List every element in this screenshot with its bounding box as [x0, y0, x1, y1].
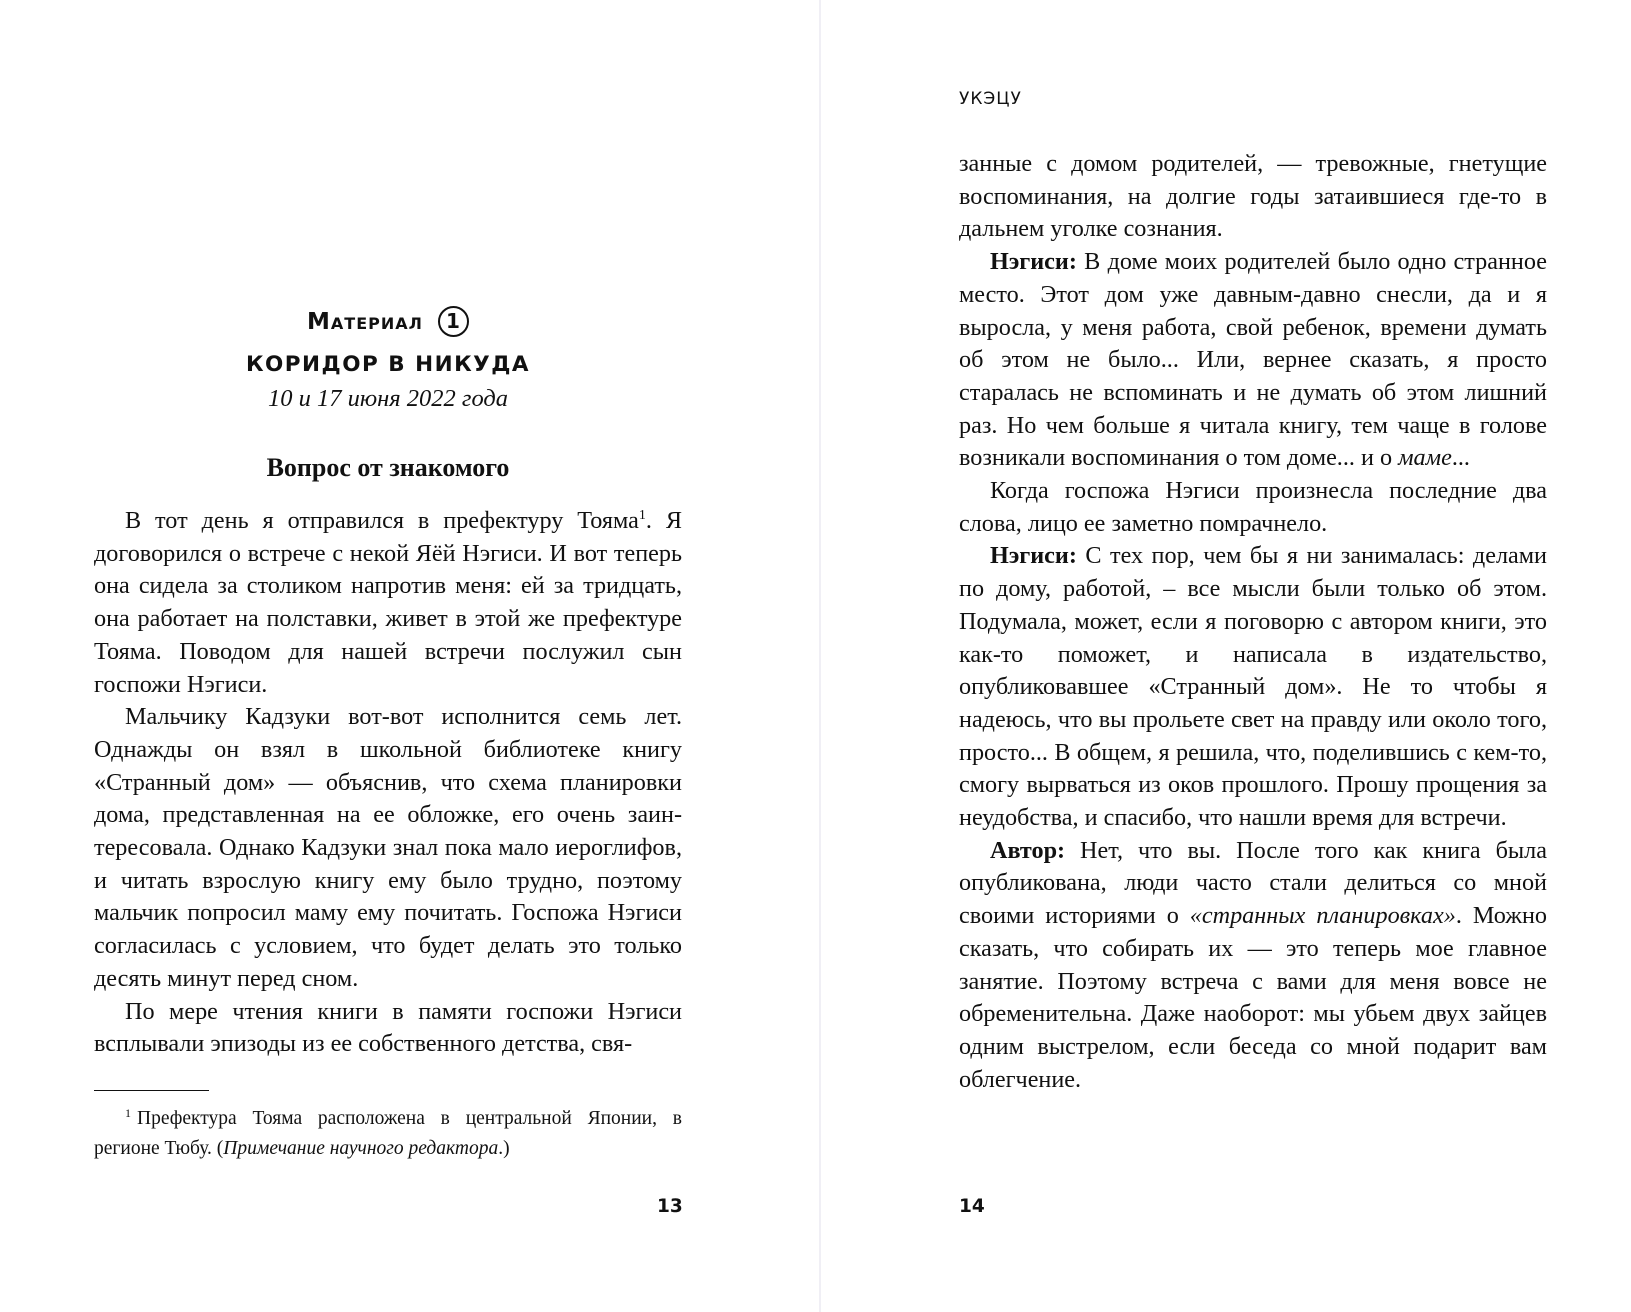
right-body-text: [959, 148, 1547, 1096]
dialogue-paragraph: [959, 835, 1547, 1097]
paragraph: занные с домом родителей, — тревожные, гнетущие воспоминания, на долгие годы затаившиеся где-то в дальнем уголке сознания.: [959, 150, 1547, 243]
paragraph: Когда госпожа Нэгиси произнесла последние два слова, лицо ее заметно помрачнело.: [959, 477, 1547, 537]
paragraph-text: В тот день я отправился в префектуру Тояма: [125, 507, 639, 534]
footnote-editor-note: Примечание научного редактора: [223, 1138, 499, 1159]
chapter-date: 10 и 17 июня 2022 года: [267, 385, 509, 412]
left-body-text: [94, 505, 682, 1061]
chapter-number-circle: 1: [438, 306, 469, 337]
paragraph-text: В доме моих родителей было одно странное место. Этот дом уже давным-давно снесли, да и я выросла, у меня работа, свой ребенок, времени думать об этом не было... Или, вернее сказать, я просто старалась не вспоминать и не думать об этом лишний раз. Но чем больше я читала книгу, тем чаще в голове возникали воспоминания о том доме... и о: [959, 248, 1547, 472]
chapter-heading: [94, 304, 682, 486]
page-number: 13: [657, 1196, 683, 1217]
speaker-label: Автор:: [990, 836, 1066, 864]
footnote-reference[interactable]: 1: [638, 508, 646, 523]
paragraph: По мере чтения книги в памяти госпожи Нэгиси всплывали эпизоды из ее собственного детства, свя-: [94, 997, 682, 1058]
chapter-title: КОРИДОР В НИКУДА: [245, 352, 531, 377]
emphasis-text: «странных планировках»: [1189, 902, 1456, 930]
paragraph-text: Нет, что вы. После того как книга была опубликована, люди часто стали делиться со мной своими историями о: [959, 836, 1547, 930]
paragraph: [94, 505, 682, 701]
paragraph: Мальчику Кадзуки вот-вот исполнится семь лет. Однажды он взял в школьной библиотеке книгу «Странный дом» — объяснив, что схема планировки дома, представленная на ее обложке, его очень заинтересовала. Однако Кадзуки знал пока мало иероглифов, и читать взрослую книгу ему было трудно, поэтому мальчик попросил маму ему почитать. Госпожа Нэгиси согласилась с условием, что будет делать это только десять минут перед сном.: [94, 703, 682, 992]
footnote-text: Префектура Тояма расположена в центральной Японии, в регионе Тюбу. (: [94, 1108, 682, 1159]
page-number: 14: [959, 1196, 985, 1217]
paragraph-text: С тех пор, чем бы я ни занималась: делами по дому, работой, – все мысли были только об этом. Подумала, может, если я поговорю с автором книги, это как-то поможет, и написала в издательство, опубликовавшее «Странный дом». Не то чтобы я надеюсь, что вы прольете свет на правду или около того, просто... В общем, я решила, что, поделившись с кем-то, смогу вырваться из оков прошлого. Прошу прощения за неудобства, и спасибо, что нашли время для встречи.: [959, 542, 1547, 832]
paragraph-text: . Я договорился о встрече с некой Яёй Нэгиси. И вот теперь она сидела за столиком напротив меня: ей за тридцать, она работает на полставки, живет в этой же префектуре Тояма. Поводом для нашей встречи послужил сын госпожи Нэгиси.: [94, 507, 682, 698]
speaker-label: Нэгиси:: [990, 248, 1077, 276]
paragraph-text-end: ...: [1451, 444, 1470, 472]
chapter-label: [94, 304, 682, 340]
chapter-label-text: Материал: [307, 309, 423, 335]
paragraph-text-end: . Можно сказать, что собирать их — это теперь мое главное занятие. Поэтому встреча с вами для меня вовсе не обременительна. Даже наоборот: мы убьем двух зайцев одним выстрелом, если беседа со мной подарит вам облегчение.: [959, 902, 1547, 1093]
footnote: [94, 1104, 682, 1164]
footnote-text-end: .): [498, 1138, 510, 1159]
emphasis-text: маме: [1398, 444, 1452, 472]
section-title: Вопрос от знакомого: [266, 453, 510, 482]
right-page: [821, 0, 1631, 1312]
footnote-divider: [94, 1090, 209, 1091]
dialogue-paragraph: [959, 540, 1547, 834]
running-head-author: УКЭЦУ: [959, 89, 1022, 109]
speaker-label: Нэгиси:: [990, 542, 1077, 570]
dialogue-paragraph: [959, 246, 1547, 475]
footnote-marker: 1: [125, 1106, 131, 1120]
